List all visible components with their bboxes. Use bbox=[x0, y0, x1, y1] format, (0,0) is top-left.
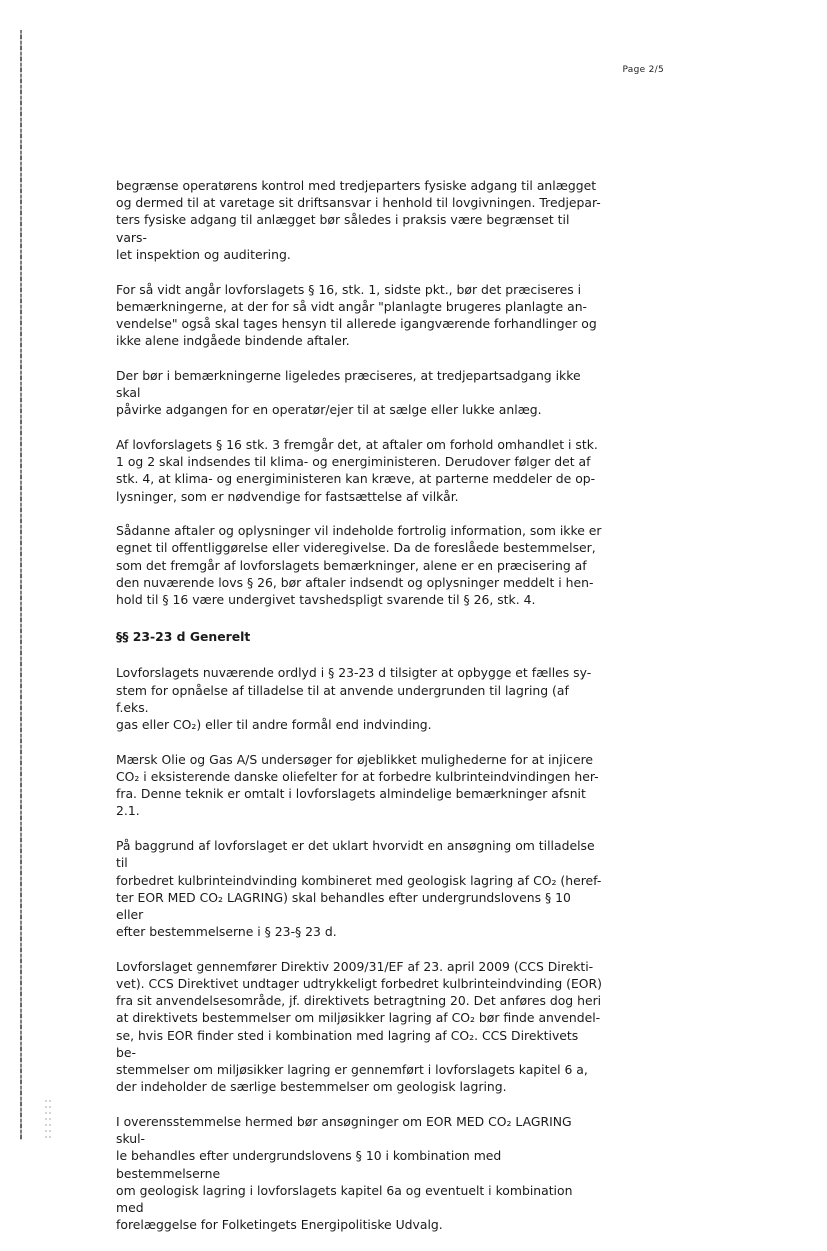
paragraph: Mærsk Olie og Gas A/S undersøger for øjeblikket mulighederne for at injicere CO₂ i eksisterende danske oliefelter for at forbedre kulbrinteindvindingen her- fra. Denne teknik er omtalt i lovforslagets almindelige bemærkninger afsnit 2.1. bbox=[116, 751, 599, 819]
scan-edge-artifact bbox=[20, 30, 22, 1140]
scan-specks-artifact bbox=[44, 1098, 52, 1138]
paragraph: Af lovforslagets § 16 stk. 3 fremgår det, at aftaler om forhold omhandlet i stk. 1 og 2 skal indsendes til klima- og energiministeren. Derudover følger det af stk. 4, at klima- og energiministeren kan kræve, at parterne meddeler de op- lysninger, som er nødvendige for fastsættelse af vilkår. bbox=[116, 436, 598, 504]
section-heading: §§ 23-23 d Generelt bbox=[116, 629, 251, 645]
paragraph: Lovforslaget gennemfører Direktiv 2009/31/EF af 23. april 2009 (CCS Direkti- vet). CCS Direktivet undtager udtrykkeligt forbedret kulbrinteindvinding (EOR) fra sit anvendelsesområde, jf. direktivets betragtning 20. Det anføres dog heri at direktivets bestemmelser om miljøsikker lagring af CO₂ bør finde anvendel- se, hvis EOR finder sted i kombination med lagring af CO₂. CCS Direktivets be- stemmelser om miljøsikker lagring er gennemført i lovforslagets kapitel 6 a, der indeholder de særlige bestemmelser om geologisk lagring. bbox=[116, 958, 602, 1095]
paragraph: Der bør i bemærkningerne ligeledes præciseres, at tredjepartsadgang ikke skal påvirke adgangen for en operatør/ejer til at sælge eller lukke anlæg. bbox=[116, 367, 581, 418]
paragraph: Lovforslagets nuværende ordlyd i § 23-23 d tilsigter at opbygge et fælles sy- stem for opnåelse af tilladelse til at anvende undergrunden til lagring (af f.eks. gas eller CO₂) eller til andre formål end indvinding. bbox=[116, 665, 592, 733]
paragraph: Sådanne aftaler og oplysninger vil indeholde fortrolig information, som ikke er egnet til offentliggørelse eller videregivelse. Da de foreslåede bestemmelser, som det fremgår af lovforslagets bemærkninger, alene er en præcisering af den nuværende lovs § 26, bør aftaler indsendt og oplysninger meddelt i hen- hold til § 16 være undergivet tavshedspligt svarende til § 26, stk. 4. bbox=[116, 523, 602, 608]
page-number: Page 2/5 bbox=[622, 65, 664, 75]
document-body bbox=[116, 177, 602, 1251]
paragraph: For så vidt angår lovforslagets § 16, stk. 1, sidste pkt., bør det præciseres i bemærkningerne, at der for så vidt angår "planlagte brugeres planlagte an- vendelse" også skal tages hensyn til allerede igangværende forhandlinger og ikke alene indgåede bindende aftaler. bbox=[116, 281, 597, 349]
paragraph: På baggrund af lovforslaget er det uklart hvorvidt en ansøgning om tilladelse til forbedret kulbrinteindvinding kombineret med geologisk lagring af CO₂ (heref- ter EOR MED CO₂ LAGRING) skal behandles efter undergrundslovens § 10 eller efter bestemmelserne i § 23-§ 23 d. bbox=[116, 838, 602, 940]
paragraph: begrænse operatørens kontrol med tredjeparters fysiske adgang til anlægget og dermed til at varetage sit driftsansvar i henhold til lovgivningen. Tredjepar- ters fysiske adgang til anlægget bør således i praksis være begrænset til vars- let inspektion og auditering. bbox=[116, 178, 601, 262]
paragraph: I overensstemmelse hermed bør ansøgninger om EOR MED CO₂ LAGRING skul- le behandles efter undergrundslovens § 10 i kombination med bestemmelserne om geologisk lagring i lovforslagets kapitel 6a og eventuelt i kombination med forelæggelse for Folketingets Energipolitiske Udvalg. bbox=[116, 1113, 573, 1233]
